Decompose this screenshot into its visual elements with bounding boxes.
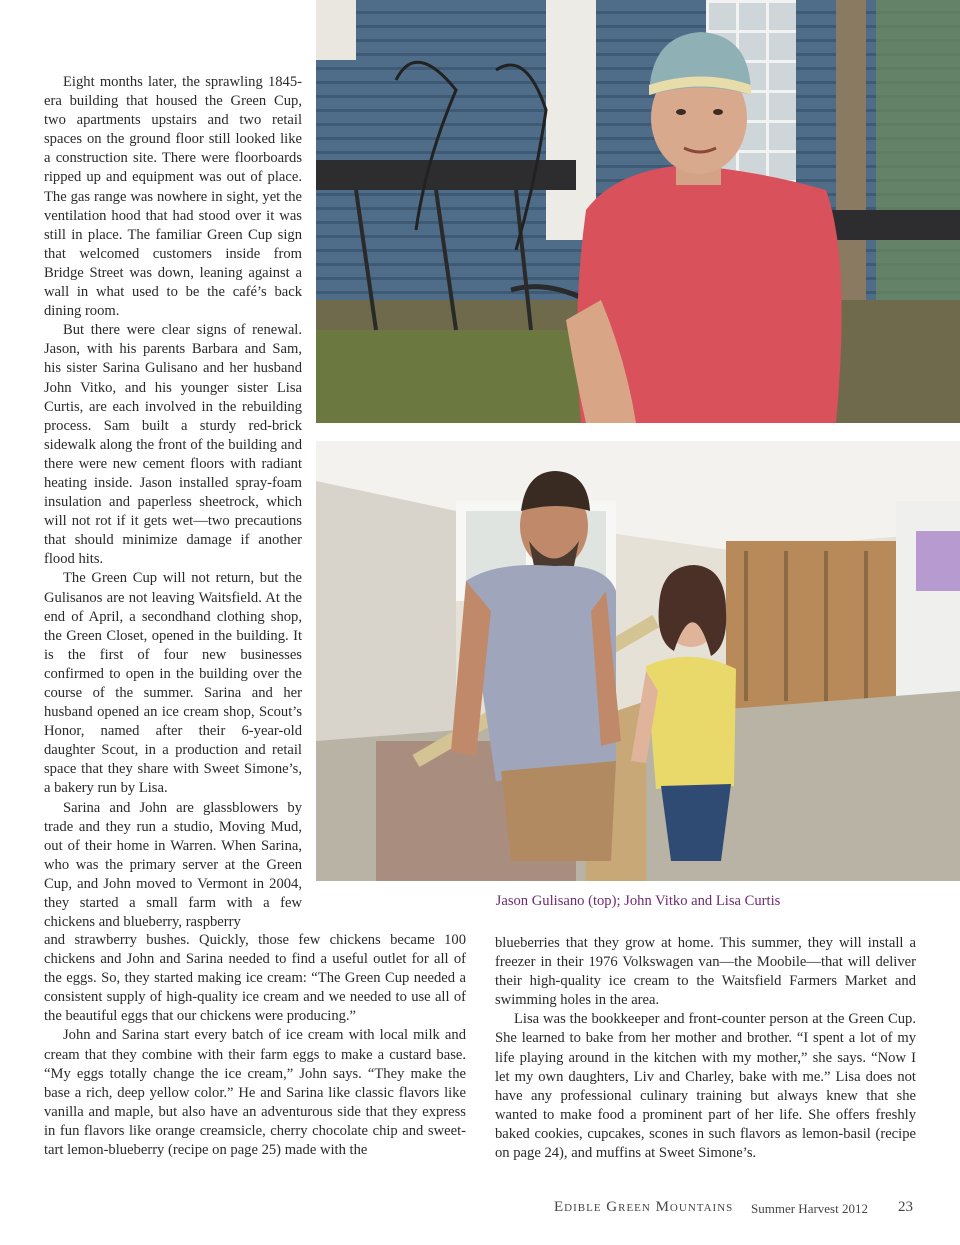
paragraph: But there were clear signs of renewal. Jason, with his parents Barbara and Sam, his sister Sarina Gulisano and her husband John Vitko, and his younger sister Lisa Curtis, are each involved in the rebuilding process. Sam built a sturdy red-brick sidewalk along the front of the building and there were new cement floors with radiant heating inside. Jason installed spray-foam insulation and paperless sheetrock, which will not rot if it gets wet—two precautions that should minimize damage if another flood hits.: [44, 322, 302, 568]
paragraph: and strawberry bushes. Quickly, those few chickens became 100 chickens and John and Sarina needed to find a useful outlet for all of the eggs. So, they started making ice cream: “The Green Cup needed a consistent supply of high-quality ice cream and we needed to use all of the beautiful eggs that our chickens were producing.”: [44, 932, 466, 1025]
paragraph: blueberries that they grow at home. This summer, they will install a freezer in their 1976 Volkswagen van—the Moobile—that will deliver their high-quality ice cream to the Waitsfield Farmers Market and swimming holes in the area.: [495, 935, 916, 1009]
issue-name: Summer Harvest 2012: [751, 1201, 868, 1216]
article-column-right: [495, 934, 916, 1163]
article-column-left: [44, 73, 302, 932]
paragraph: Sarina and John are glassblowers by trade and they run a studio, Moving Mud, out of their home in Warren. When Sarina, who was the primary server at the Green Cup, and John moved to Vermont in 2004, they started a small farm with a few chickens and blueberry, raspberry: [44, 799, 302, 931]
paragraph: John and Sarina start every batch of ice cream with local milk and cream that they combine with their farm eggs to make a custard base. “My eggs totally change the ice cream,” John says. “They make the base a rich, deep yellow color.” He and Sarina like classic flavors like vanilla and maple, but also have an adventurous side that they express in fun flavors like orange creamsicle, cherry chocolate chip and sweet-tart lemon-blueberry (recipe on page 25) made with the: [44, 1027, 466, 1159]
photo-caption: Jason Gulisano (top); John Vitko and Lisa Curtis: [495, 893, 781, 909]
magazine-name: Edible Green Mountains: [554, 1199, 734, 1215]
paragraph: The Green Cup will not return, but the Gulisanos are not leaving Waitsfield. At the end of April, a secondhand clothing shop, the Green Closet, opened in the building. It is the first of four new businesses confirmed to open in the building over the course of the summer. Sarina and her husband opened an ice cream shop, Scout’s Honor, named after their 6-year-old daughter Scout, in a production and retail space that they share with Sweet Simone’s, a bakery run by Lisa.: [44, 570, 302, 797]
article-column-left-lower: [44, 931, 466, 1160]
paragraph: Lisa was the bookkeeper and front-counter person at the Green Cup. She learned to bake from her mother and brother. “I spent a lot of my life playing around in the kitchen with my mother,” she says. “Now I let my own daughters, Liv and Charley, bake with me.” Lisa does not have any professional culinary training but always knew that she wanted to make food a prominent part of her life. She offers freshly baked cookies, cupcakes, scones in such flavors as lemon-basil (recipe on page 24), and muffins at Sweet Simone’s.: [495, 1011, 916, 1162]
page-number: 23: [898, 1199, 913, 1215]
photo-jason-gulisano: [316, 0, 960, 423]
photo-john-vitko-lisa-curtis: [316, 441, 960, 881]
paragraph: Eight months later, the sprawling 1845-era building that housed the Green Cup, two apartments upstairs and two retail spaces on the ground floor still looked like a construction site. There were floorboards ripped up and equipment was out of place. The gas range was nowhere in sight, yet the ventilation hood that had stood over it was still in place. The familiar Green Cup sign that welcomed customers inside from Bridge Street was down, leaning against a wall in what used to be the café’s back dining room.: [44, 74, 302, 320]
